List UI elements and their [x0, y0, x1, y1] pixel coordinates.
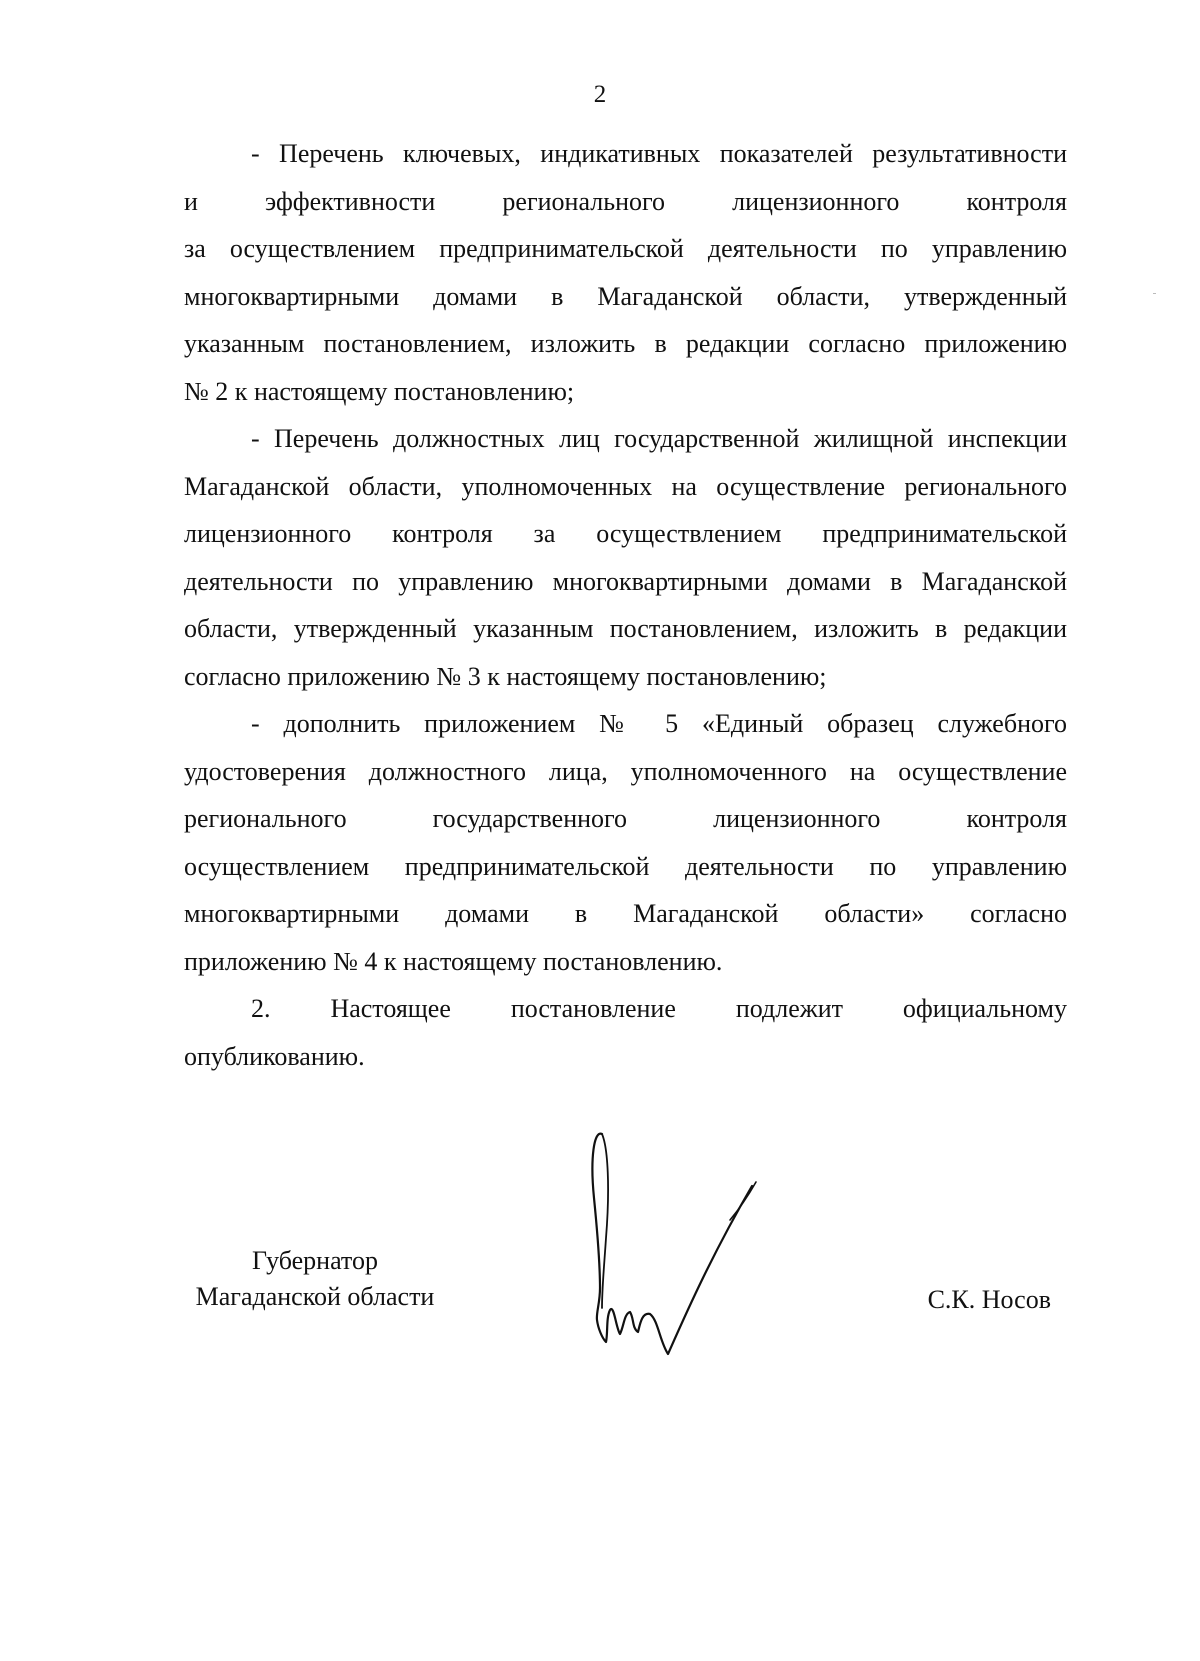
text-line: и эффективности регионального лицензионного контроля	[184, 186, 1067, 216]
text-line: удостоверения должностного лица, уполномоченного на осуществление	[184, 756, 1067, 786]
text-line: - Перечень должностных лиц государственной жилищной инспекции	[251, 424, 1067, 453]
handwritten-signature	[580, 1128, 790, 1358]
clause-word: Настоящее	[330, 994, 451, 1023]
signer-position	[188, 1243, 442, 1315]
text-line: многоквартирными домами в Магаданской области» согласно	[184, 899, 1067, 928]
text-line: деятельности по управлению многоквартирными домами в Магаданской	[184, 566, 1067, 596]
text-line: лицензионного контроля за осуществлением предпринимательской	[184, 519, 1067, 548]
clause-2	[184, 985, 1067, 1080]
clause-number: 2.	[251, 994, 271, 1023]
signer-name: С.К. Носов	[927, 1285, 1051, 1314]
paragraph-list-of-officials	[184, 415, 1067, 700]
text-line: - Перечень ключевых, индикативных показателей результативности	[251, 139, 1067, 168]
page-number: 2	[593, 81, 607, 108]
text-line: согласно приложению № 3 к настоящему постановлению;	[184, 661, 827, 691]
text-line: опубликованию.	[184, 1041, 365, 1071]
signer-region: Магаданской области	[195, 1282, 435, 1311]
clause-word: подлежит	[735, 994, 843, 1023]
clause-word: официальному	[902, 994, 1067, 1023]
clause-2-first-line	[184, 985, 1067, 1033]
text-line: указанным постановлением, изложить в редакции согласно приложению	[184, 329, 1067, 358]
text-line: за осуществлением предпринимательской деятельности по управлению	[184, 234, 1067, 263]
paragraph-appendix-5	[184, 700, 1067, 985]
text-line: регионального государственного лицензионного контроля	[184, 804, 1067, 833]
paragraph-list-of-indicators	[184, 130, 1067, 415]
text-line: Магаданской области, уполномоченных на осуществление регионального	[184, 471, 1067, 501]
text-line: приложению № 4 к настоящему постановлению.	[184, 946, 723, 976]
text-line: осуществлением предпринимательской деятельности по управлению	[184, 851, 1067, 881]
text-line: - дополнить приложением № 5 «Единый образец служебного	[251, 709, 1067, 738]
text-line: № 2 к настоящему постановлению;	[184, 376, 575, 406]
document-body	[184, 130, 1067, 1080]
clause-word: постановление	[510, 994, 676, 1023]
signer-title: Губернатор	[252, 1246, 378, 1275]
text-line: многоквартирными домами в Магаданской области, утвержденный	[184, 281, 1067, 311]
text-line: области, утвержденный указанным постановлением, изложить в редакции	[184, 614, 1067, 643]
scan-speck	[1153, 293, 1156, 294]
